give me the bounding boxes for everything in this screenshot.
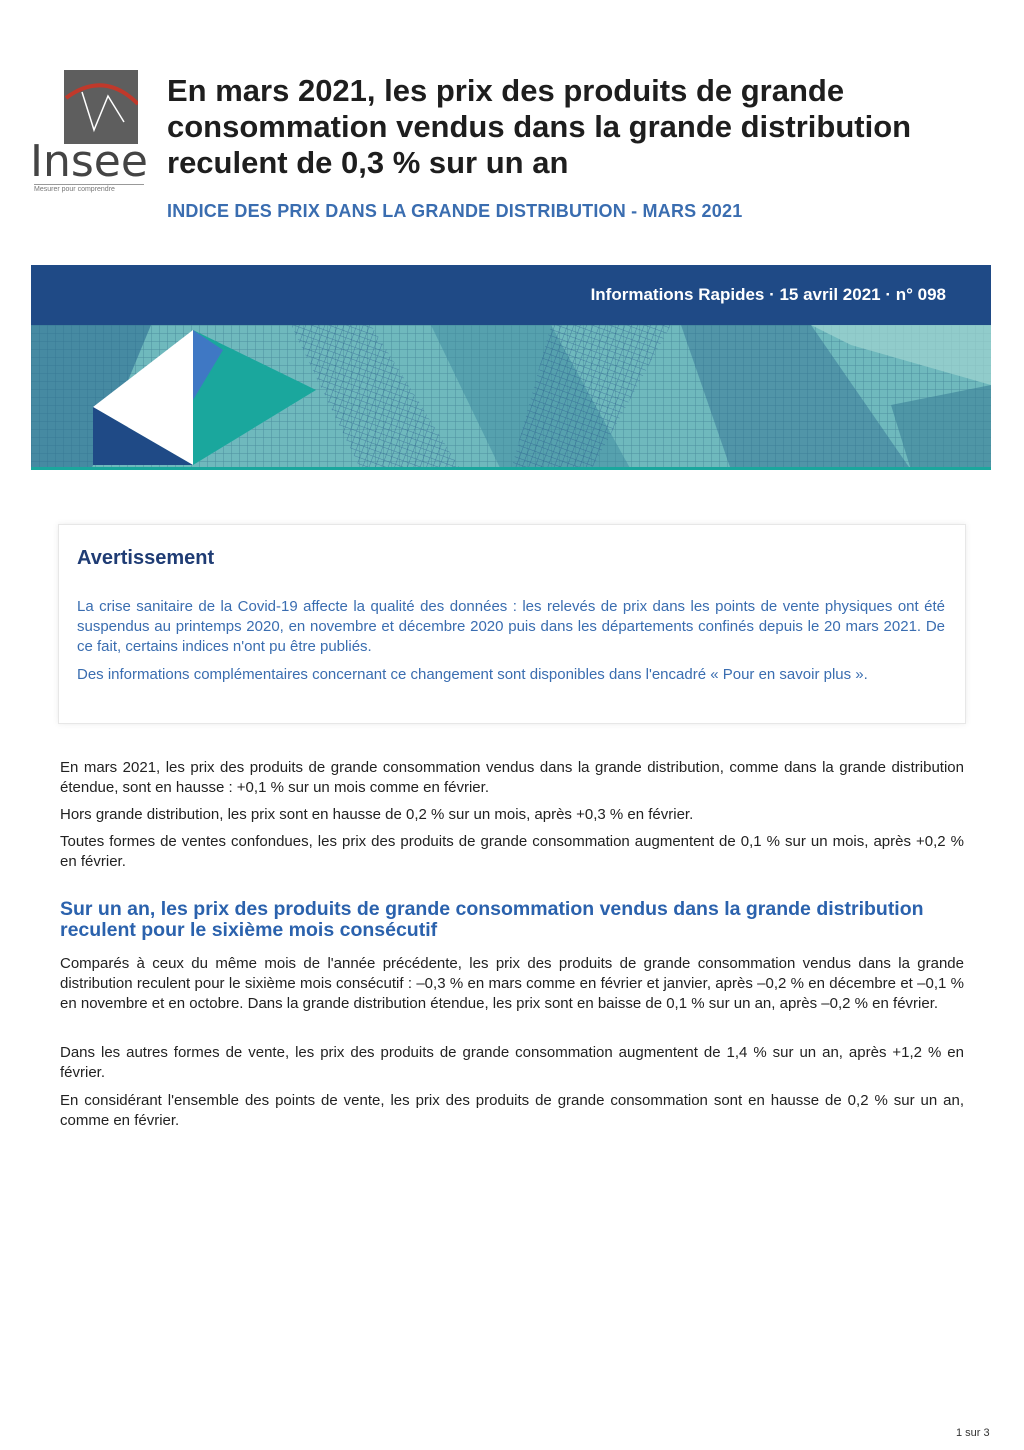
warning-box	[58, 524, 966, 724]
paragraph-2: Hors grande distribution, les prix sont en hausse de 0,2 % sur un mois, après +0,3 % en février.	[60, 806, 694, 823]
logo-tagline: Mesurer pour comprendre	[34, 184, 144, 193]
publication-banner	[31, 265, 991, 470]
warning-paragraph-2: Des informations complémentaires concernant ce changement sont disponibles dans l'encadré « Pour en savoir plus ».	[77, 666, 868, 683]
logo-wordmark: Insee	[30, 136, 148, 187]
warning-title: Avertissement	[77, 547, 215, 569]
insee-logo	[30, 70, 148, 195]
page-number: 1 sur 3	[956, 1427, 990, 1439]
paragraph-3: Toutes formes de ventes confondues, les prix des produits de grande consommation augmentent de 0,1 % sur un mois, après +0,2 % en février.	[60, 833, 964, 870]
page-subtitle: INDICE DES PRIX DANS LA GRANDE DISTRIBUTION - MARS 2021	[167, 201, 743, 221]
logo-mark	[64, 70, 138, 144]
warning-paragraph-1: La crise sanitaire de la Covid-19 affecte la qualité des données : les relevés de prix dans les points de vente physiques ont été suspendus au printemps 2020, en novembre et décembre 2020 puis dans les départements confinés depuis le 20 mars 2021. De ce fait, certains indices n'ont pu être publiés.	[77, 598, 945, 655]
paragraph-5: Dans les autres formes de vente, les prix des produits de grande consommation augmentent de 1,4 % sur un an, après +1,2 % en février.	[60, 1044, 964, 1081]
banner-bar	[31, 265, 991, 325]
page-title: En mars 2021, les prix des produits de grande consommation vendus dans la grande distribution reculent de 0,3 % sur un an	[167, 73, 912, 180]
paragraph-6: En considérant l'ensemble des points de vente, les prix des produits de grande consommation sont en hausse de 0,2 % sur un an, comme en février.	[60, 1092, 964, 1129]
section-heading: Sur un an, les prix des produits de grande consommation vendus dans la grande distribution reculent pour le sixième mois consécutif	[60, 898, 924, 941]
paragraph-4: Comparés à ceux du même mois de l'année précédente, les prix des produits de grande consommation vendus dans la grande distribution reculent pour le sixième mois consécutif : –0,3 % en mars comme en février et janvier, après –0,2 % en décembre et –0,1 % en novembre et en octobre. Dans la grande distribution étendue, les prix sont en baisse de 0,1 % sur un an, après –0,2 % en février.	[60, 955, 964, 1012]
publication-info: Informations Rapides · 15 avril 2021 · n° 098	[590, 285, 946, 304]
paragraph-1: En mars 2021, les prix des produits de grande consommation vendus dans la grande distribution, comme dans la grande distribution étendue, sont en hausse : +0,1 % sur un mois comme en février.	[60, 759, 964, 796]
banner-building-image	[31, 325, 991, 470]
